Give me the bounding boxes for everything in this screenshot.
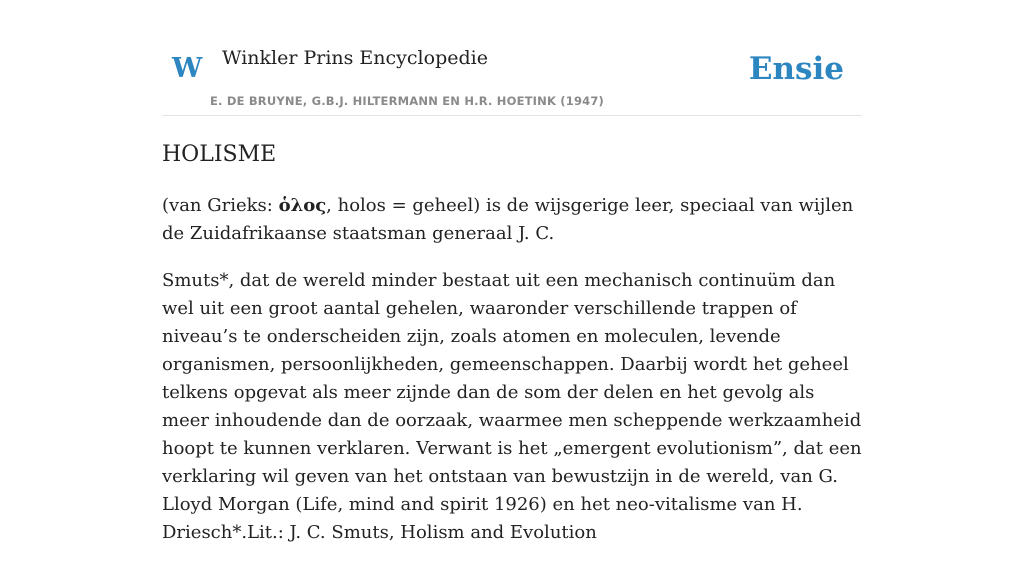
site-title[interactable]: Winkler Prins Encyclopedie bbox=[222, 47, 488, 69]
entry-title: HOLISME bbox=[162, 142, 277, 167]
authors-line: E. DE BRUYNE, G.B.J. HILTERMANN EN H.R. HOETINK (1947) bbox=[210, 94, 605, 108]
ensie-logo[interactable]: Ensie bbox=[748, 51, 844, 87]
entry-body bbox=[162, 192, 862, 566]
site-header bbox=[162, 0, 862, 116]
entry-paragraph-2: Smuts*, dat de wereld minder bestaat uit een mechanisch continuüm dan wel uit een groot aantal gehelen, waaronder verschillende trappen of niveau’s te onderscheiden zijn, zoals atomen en moleculen, levende organismen, persoonlijkheden, gemeenschappen. Daarbij wordt het geheel telkens opgevat als meer zijnde dan de som der delen en het gevolg als meer inhoudende dan de oorzaak, waarmee men scheppende werkzaamheid hoopt te kunnen verklaren. Verwant is het „emergent evolutionism”, dat een verklaring wil geven van het ontstaan van bewustzijn in de wereld, van G. Lloyd Morgan (Life, mind and spirit 1926) en het neo-vitalisme van H. Driesch*.Lit.: J. C. Smuts, Holism and Evolution bbox=[162, 270, 862, 543]
entry-paragraph-1 bbox=[162, 192, 862, 248]
paragraph-1-end: , holos = geheel) is de wijsgerige leer, speciaal van wijlen de Zuidafrikaanse staatsman generaal J. C. bbox=[162, 195, 854, 244]
paragraph-1-start: (van Grieks: bbox=[162, 195, 279, 216]
logo-w-icon[interactable]: W bbox=[172, 53, 203, 84]
greek-word: ὁλος bbox=[278, 195, 327, 216]
